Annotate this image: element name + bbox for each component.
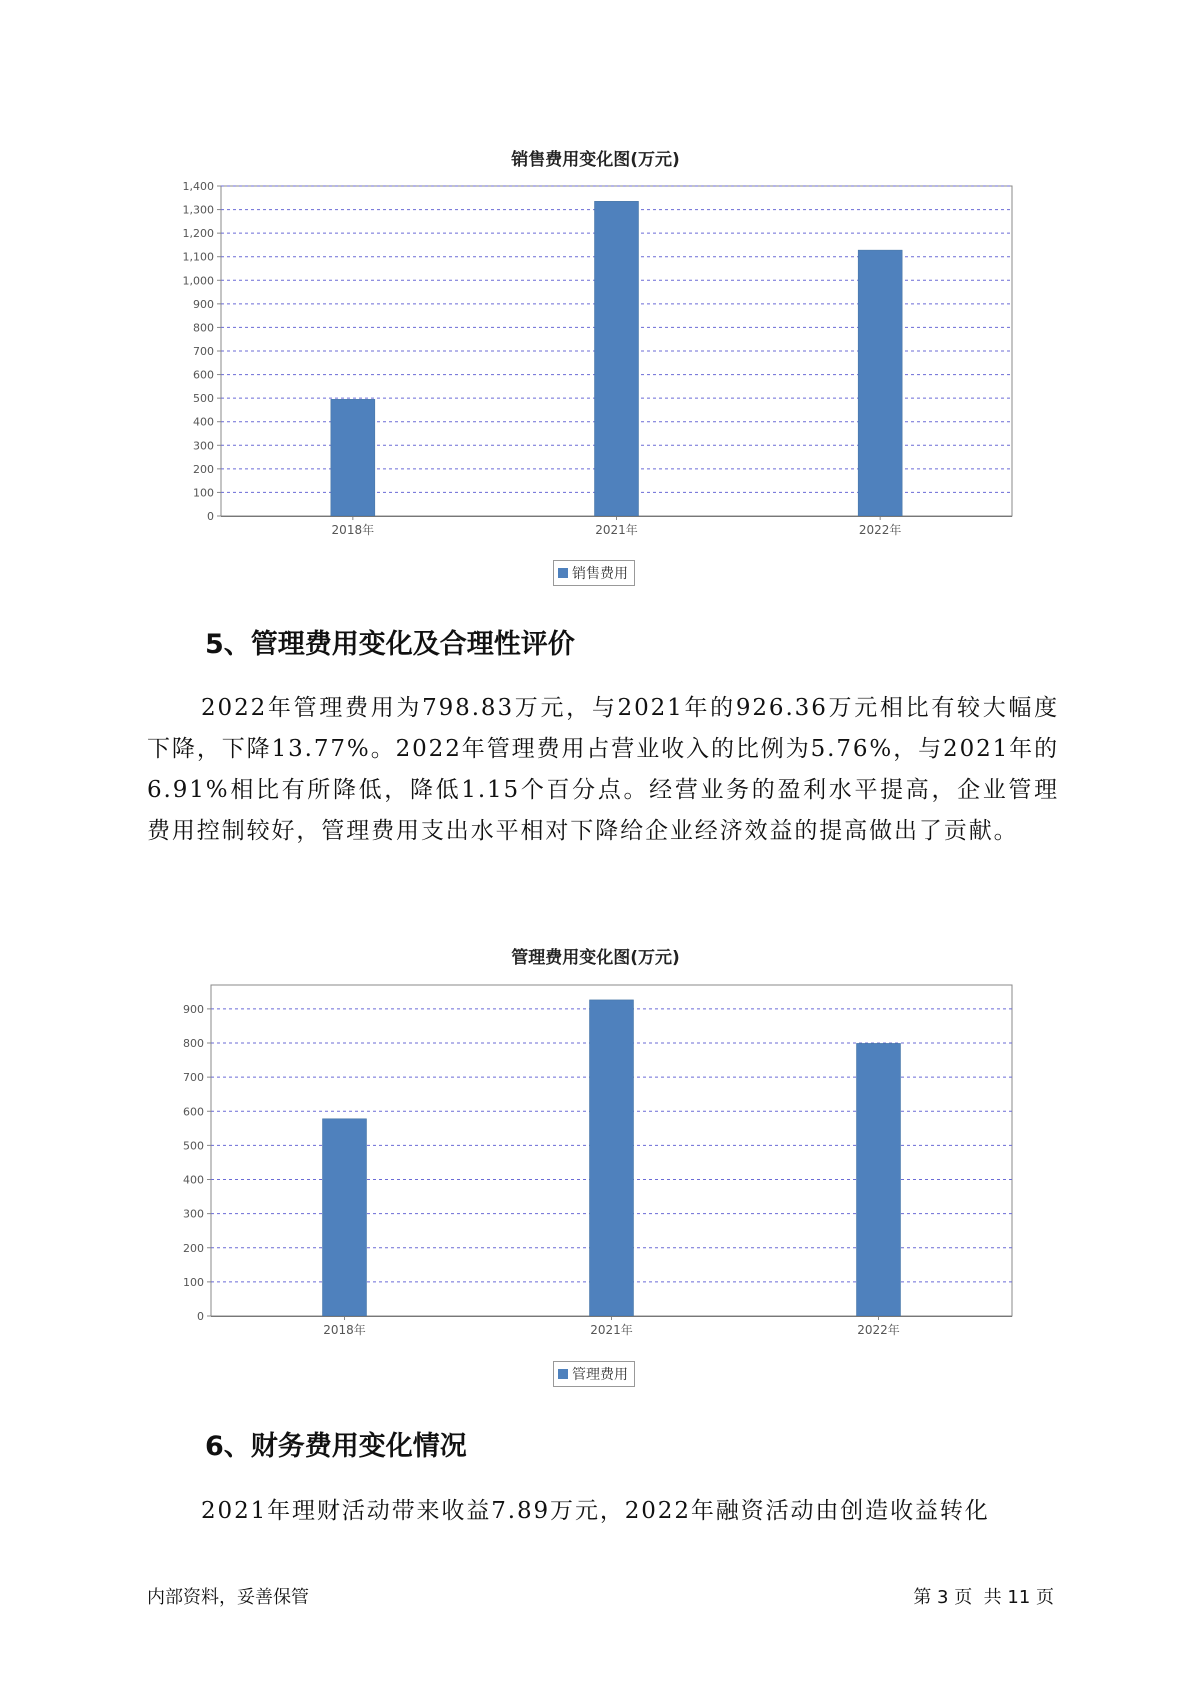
y-tick-label: 400 [193, 415, 214, 429]
y-tick-label: 800 [193, 321, 214, 335]
legend-admin [553, 1361, 635, 1387]
y-tick-label: 300 [183, 1207, 204, 1221]
y-tick-label: 1,100 [182, 250, 214, 264]
y-tick-label: 500 [193, 392, 214, 406]
section-heading-5: 5、管理费用变化及合理性评价 [205, 629, 575, 660]
y-tick-label: 1,000 [182, 274, 214, 288]
legend-swatch [558, 1369, 568, 1379]
x-tick-label: 2018年 [323, 1323, 366, 1337]
y-tick-label: 1,300 [182, 203, 214, 217]
bar [858, 250, 902, 516]
y-tick-label: 700 [193, 345, 214, 358]
x-tick-label: 2021年 [590, 1323, 633, 1337]
bar [331, 399, 375, 516]
admin-expense-chart [0, 980, 1191, 1350]
y-tick-label: 100 [183, 1275, 204, 1289]
y-tick-label: 1,200 [182, 227, 214, 241]
y-tick-label: 700 [183, 1071, 204, 1085]
section-heading-6: 6、财务费用变化情况 [205, 1431, 467, 1462]
bar [590, 1000, 634, 1316]
y-tick-label: 300 [193, 439, 214, 453]
y-tick-label: 800 [183, 1037, 204, 1051]
legend-label: 销售费用 [572, 566, 628, 582]
legend-swatch [558, 568, 568, 578]
section-6-paragraph: 2021年理财活动带来收益7.89万元，2022年融资活动由创造收益转化 [201, 1498, 990, 1524]
y-tick-label: 1,400 [182, 180, 214, 193]
chart-title-admin: 管理费用变化图(万元) [511, 948, 680, 968]
y-tick-label: 200 [183, 1241, 204, 1255]
y-tick-label: 100 [193, 486, 214, 500]
y-tick-label: 900 [183, 1002, 204, 1016]
x-tick-label: 2021年 [595, 523, 638, 537]
y-tick-label: 600 [193, 368, 214, 382]
footer-confidential: 内部资料，妥善保管 [147, 1587, 309, 1608]
y-tick-label: 400 [183, 1173, 204, 1187]
x-tick-label: 2022年 [857, 1323, 900, 1337]
y-tick-label: 0 [207, 510, 214, 523]
y-tick-label: 500 [183, 1139, 204, 1153]
x-tick-label: 2022年 [858, 523, 902, 537]
legend-label: 管理费用 [572, 1367, 628, 1383]
section-5-paragraph: 2022年管理费用为798.83万元，与2021年的926.36万元相比有较大幅度下降，下降13.77%。2022年管理费用占营业收入的比例为5.76%，与2021年的6.91%相比有所降低，降低1.15个百分点。经营业务的盈利水平提高，企业管理费用控制较好，管理费用支出水平相对下降给企业经济效益的提高做出了贡献。 [147, 695, 1059, 844]
bar [323, 1119, 367, 1316]
y-tick-label: 200 [193, 462, 214, 476]
bar [857, 1043, 901, 1316]
bar [595, 201, 639, 516]
y-tick-label: 900 [193, 297, 214, 311]
y-tick-label: 600 [183, 1105, 204, 1119]
legend-sales [553, 560, 635, 586]
x-tick-label: 2018年 [331, 523, 375, 537]
footer-page-number: 第 3 页 共 11 页 [913, 1587, 1054, 1608]
sales-expense-chart [0, 170, 1191, 540]
y-tick-label: 0 [197, 1310, 204, 1323]
chart-title-sales: 销售费用变化图(万元) [511, 150, 680, 170]
